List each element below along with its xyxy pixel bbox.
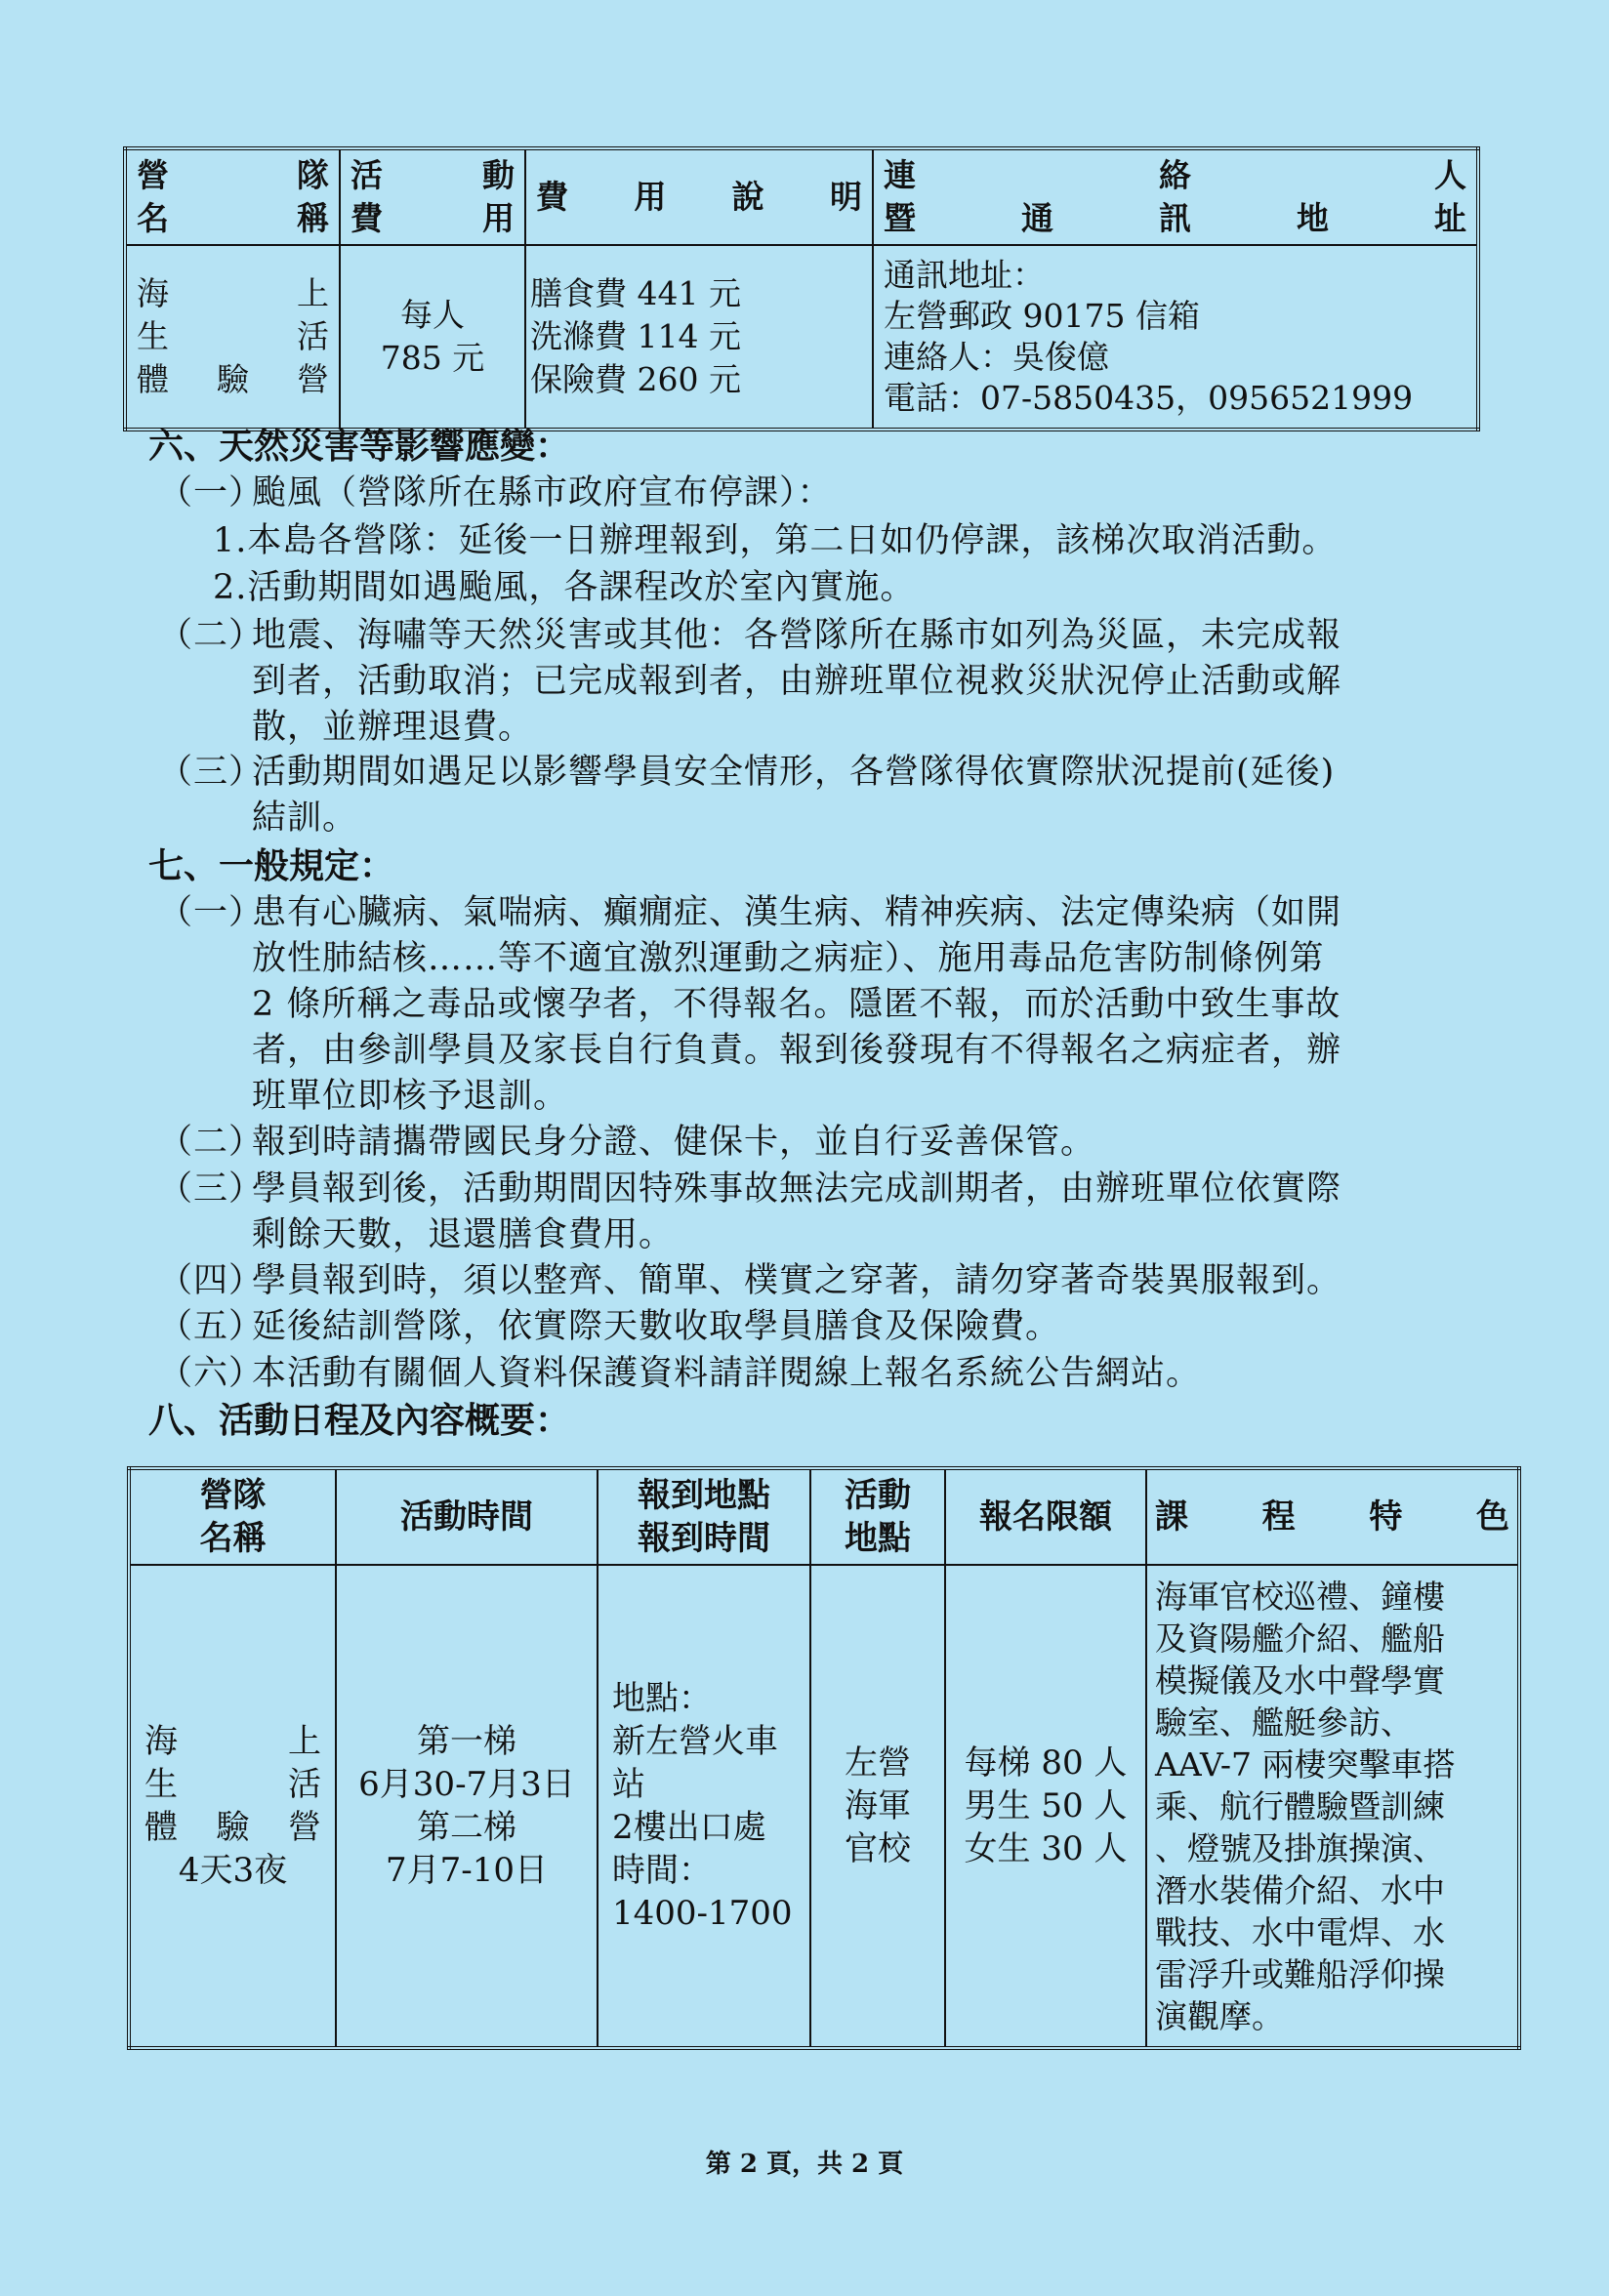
section7-item1: （一） 患有心臟病、氣喘病、癲癇症、漢生病、精神疾病、法定傳染病（如開 放性肺結核……等不適宜激烈運動之病症）、施用毒品危害防制條例第 2 條所稱之毒品或懷孕者，不得報名。隱匿不報，而於活動中致生事故 者，由參訓學員及家長自行負責。報到後發現有不得報名之病症者，辦 班單位即核予退訓。 xyxy=(158,893,1342,1116)
sched-header-features: 課 程 特 色 xyxy=(1146,1468,1519,1565)
page-footer: 第 2 頁，共 2 頁 xyxy=(705,2150,904,2179)
section6-item1-sub2: 2.活動期間如遇颱風，各課程改於室內實施。 xyxy=(213,568,916,607)
sched-header-checkin: 報到地點 報到時間 xyxy=(598,1468,810,1565)
fee-table xyxy=(123,146,1480,431)
section7-item4: （四）學員報到時，須以整齊、簡單、樸實之穿著，請勿穿著奇裝異服報到。 xyxy=(158,1261,1342,1300)
section6-title: 六、天然災害等影響應變： xyxy=(148,426,571,467)
sched-features-cell: 海軍官校巡禮、鐘樓 及資陽艦介紹、艦船 模擬儀及水中聲學實 驗室、艦艇參訪、 AAV-7 兩棲突擊車搭 乘、航行體驗暨訓練 、燈號及掛旗操演、 潛水裝備介紹、水中 戰技、水中電焊、水 雷浮升或難船浮仰操 演觀摩。 xyxy=(1146,1565,1519,2048)
section7-item2: （二）報到時請攜帶國民身分證、健保卡，並自行妥善保管。 xyxy=(158,1123,1096,1162)
section7-item6: （六）本活動有關個人資料保護資料請詳閱線上報名系統公告網站。 xyxy=(158,1354,1202,1393)
sched-checkin-cell: 地點： 新左營火車站 2樓出口處 時間： 1400-1700 xyxy=(598,1565,810,2048)
section7-item5: （五）延後結訓營隊，依實際天數收取學員膳食及保險費。 xyxy=(158,1307,1061,1346)
sched-quota-cell: 每梯 80 人 男生 50 人 女生 30 人 xyxy=(945,1565,1146,2048)
sched-header-place: 活動 地點 xyxy=(810,1468,945,1565)
fee-description-cell: 膳食費 441 元 洗滌費 114 元 保險費 260 元 xyxy=(525,245,873,430)
schedule-table-header xyxy=(129,1468,1519,1565)
header-fee: 活 動 費 用 xyxy=(340,148,525,245)
section7-item3: （三） 學員報到後，活動期間因特殊事故無法完成訓期者，由辦班單位依實際 剩餘天數，退還膳食費用。 xyxy=(158,1169,1342,1254)
contact-cell: 通訊地址： 左營郵政 90175 信箱 連絡人：吳俊億 電話：07-5850435，0956521999 xyxy=(873,245,1478,430)
header-camp-name: 營 隊 名 稱 xyxy=(125,148,340,245)
sched-header-quota: 報名限額 xyxy=(945,1468,1146,1565)
fee-table-header xyxy=(125,148,1478,245)
fee-cell: 每人 785 元 xyxy=(340,245,525,430)
section6-item3: （三） 活動期間如遇足以影響學員安全情形，各營隊得依實際狀況提前(延後) 結訓。 xyxy=(158,753,1336,838)
sched-header-camp-name: 營隊 名稱 xyxy=(129,1468,336,1565)
section6-item1: （一）颱風（營隊所在縣市政府宣布停課）： xyxy=(158,473,833,512)
header-fee-description: 費 用 說 明 xyxy=(525,148,873,245)
schedule-table xyxy=(127,1466,1521,2050)
header-contact: 連 絡 人 暨 通 訊 地 址 xyxy=(873,148,1478,245)
camp-name-cell: 海 上 生 活 體 驗 營 xyxy=(125,245,340,430)
sched-header-time: 活動時間 xyxy=(336,1468,598,1565)
section6-item1-sub1: 1.本島各營隊：延後一日辦理報到，第二日如仍停課，該梯次取消活動。 xyxy=(213,521,1338,560)
section8-title: 八、活動日程及內容概要： xyxy=(148,1400,571,1441)
sched-camp-name-cell: 海 上 生 活 體 驗 營 4天3夜 xyxy=(129,1565,336,2048)
schedule-table-row xyxy=(129,1565,1519,2048)
fee-table-row xyxy=(125,245,1478,430)
sched-place-cell: 左營 海軍 官校 xyxy=(810,1565,945,2048)
sched-time-cell: 第一梯 6月30-7月3日 第二梯 7月7-10日 xyxy=(336,1565,598,2048)
section7-title: 七、一般規定： xyxy=(148,845,395,886)
section6-item2: （二） 地震、海嘯等天然災害或其他：各營隊所在縣市如列為災區，未完成報 到者，活動取消；已完成報到者，由辦班單位視救災狀況停止活動或解 散，並辦理退費。 xyxy=(158,616,1342,747)
